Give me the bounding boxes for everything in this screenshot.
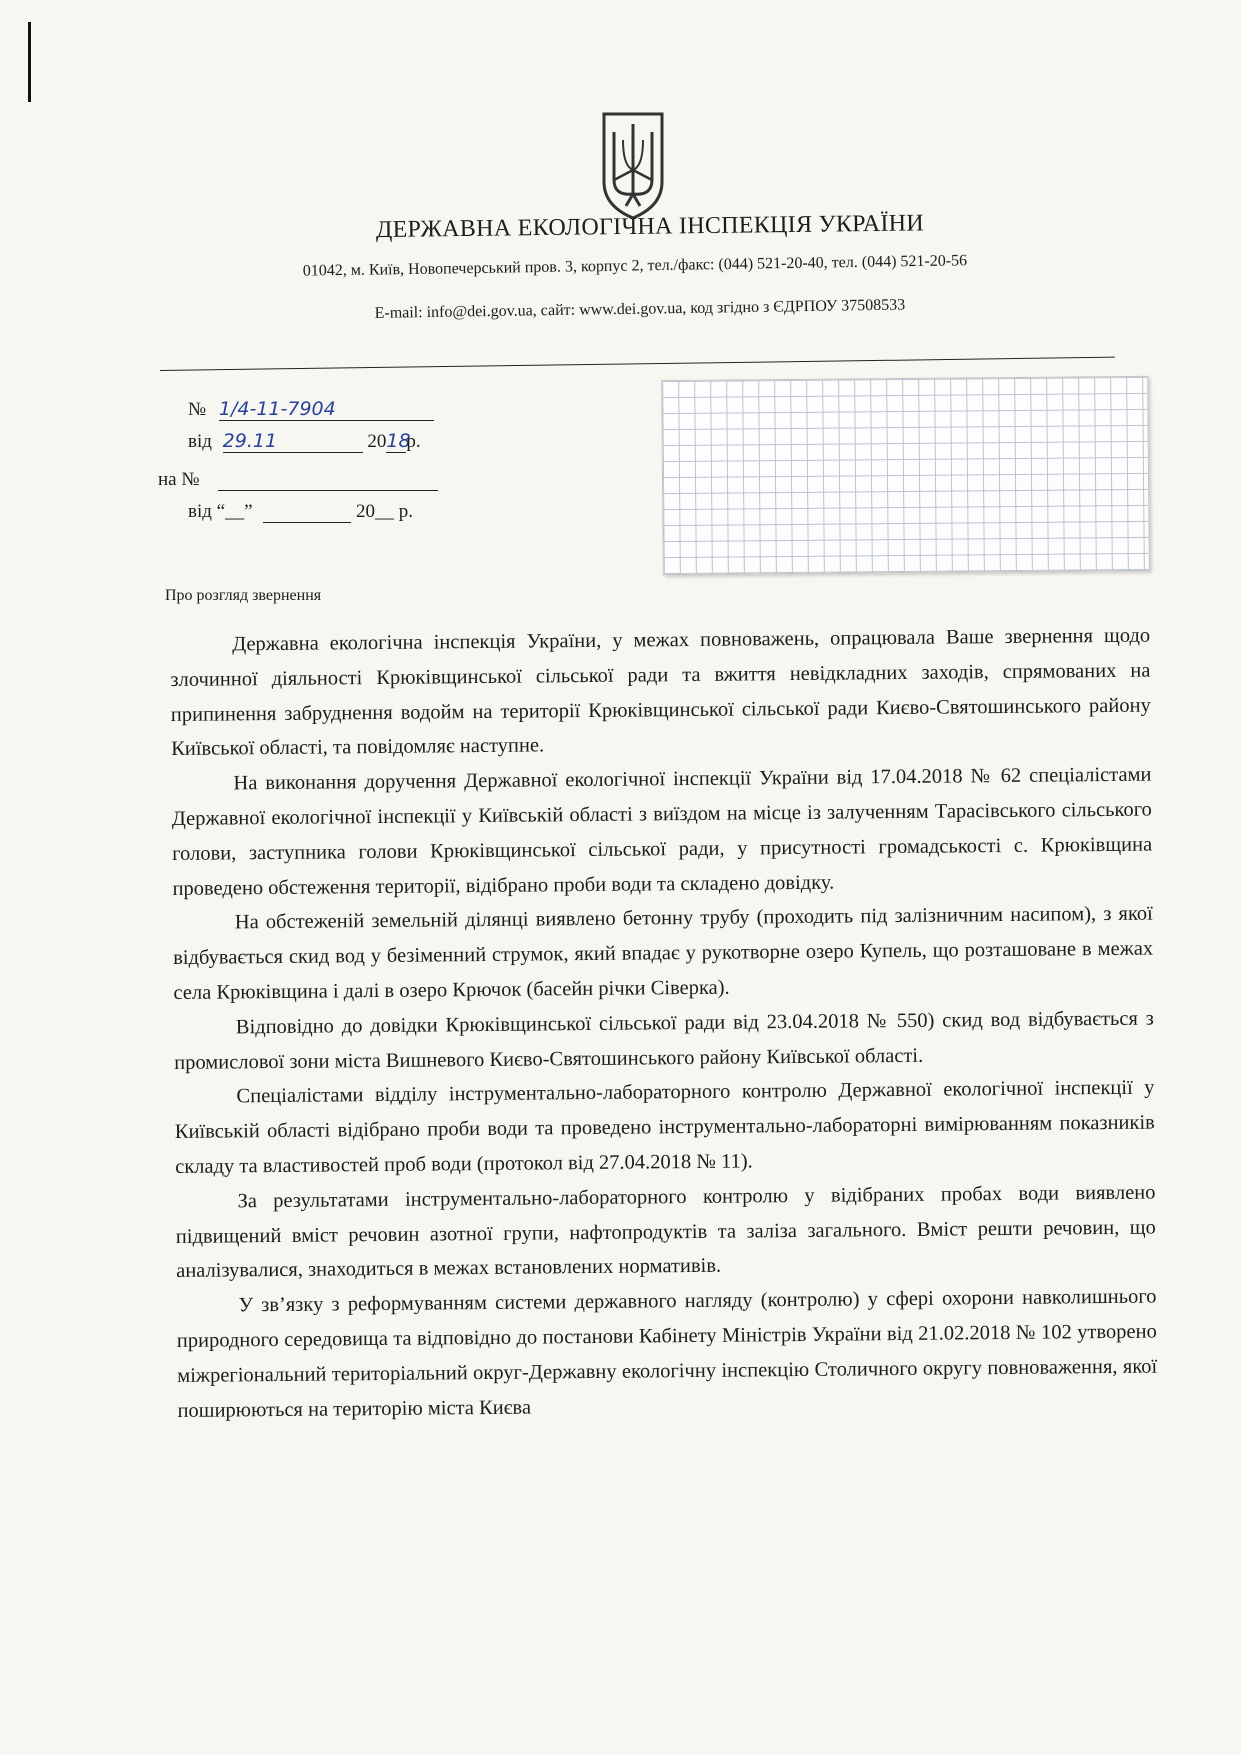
reply-number-row — [158, 468, 438, 491]
year-suffix: 18 — [386, 430, 411, 452]
body-paragraph: За результатами інструментально-лабораторного контролю у відібраних пробах води виявлено підвищений вміст речовин азотної групи, нафтопродуктів та заліза загального. Вміст решти речовин, що аналізувалися, знаходиться в межах встановлених нормативів. — [175, 1181, 1156, 1283]
body-paragraph: Відповідно до довідки Крюківщинської сільської ради від 23.04.2018 № 550) скид вод відбувається з промислової зони міста Вишневого Києво-Святошинського району Київської області. — [174, 1007, 1154, 1074]
outgoing-number-field — [219, 398, 434, 421]
body-paragraph: На обстеженій земельній ділянці виявлено бетонну трубу (проходить під залізничним насипом), з якої відбувається скид вод у безіменний струмок, який впадає у рукотворне озеро Купель, що розташоване в межах села Крюківщина і далі в озеро Крючок (басейн річки Сіверка). — [173, 902, 1154, 1004]
letter-body — [170, 619, 1158, 1429]
reply-date-row — [188, 500, 413, 523]
outgoing-date-value: 29.11 — [222, 430, 278, 452]
reply-number-label: на № — [158, 469, 200, 490]
year-unit: р. — [406, 431, 421, 452]
year-prefix: 20 — [367, 431, 387, 452]
body-paragraph: На виконання доручення Державної екологічної інспекції України від 17.04.2018 № 62 спеціалістами Державної екологічної інспекції у Київській області з виїздом на місце із залученням Тарасівського сільського голови, заступника голови Крюківщинської сільської ради, у присутності громадськості с. Крюківщина проведено обстеження території, відібрано проби води та складено довідку. — [171, 763, 1153, 900]
header-divider — [160, 357, 1115, 371]
letter-subject: Про розгляд звернення — [165, 587, 322, 604]
from-label: від — [188, 431, 212, 452]
outgoing-number-value: 1/4-11-7904 — [218, 398, 336, 420]
attached-grid-paper-note — [661, 376, 1150, 575]
body-paragraph: Державна екологічна інспекція України, у межах повноважень, опрацювала Ваше звернення щодо злочинної діяльності Крюківщинської сільської ради та вжиття невідкладних заходів, спрямованих на припинення забруднення водойм на території Крюківщинської сільської ради Києво-Святошинського району Київської області, та повідомляє наступне. — [170, 624, 1151, 761]
reply-number-field — [218, 468, 438, 491]
organization-address: 01042, м. Київ, Новопечерський пров. 3, корпус 2, тел./факс: (044) 521-20-40, тел. (044) 521-20-56 — [302, 252, 968, 280]
organization-name: ДЕРЖАВНА ЕКОЛОГІЧНА ІНСПЕКЦІЯ УКРАЇНИ — [375, 210, 925, 244]
body-paragraph: У зв’язку з реформуванням системи державного нагляду (контролю) у сфері охорони навколишнього природного середовища та відповідно до постанови Кабінету Міністрів України від 21.02.2018 № 102 утворено міжрегіональний територіальний округ-Державну екологічну інспекцію Столичного округу повноваження, якої поширюються на територію міста Києва — [176, 1285, 1158, 1422]
year-field — [386, 430, 411, 453]
reply-from-label: від “__” — [188, 501, 253, 522]
trident-coat-of-arms-icon — [598, 110, 668, 222]
outgoing-date-field — [223, 430, 363, 453]
body-paragraph: Спеціалістами відділу інструментально-лабораторного контролю Державної екологічної інспекції у Київській області відібрано проби води та проведено інструментально-лабораторні вимірюванням показників складу та властивостей проб води (протокол від 27.04.2018 № 11). — [174, 1076, 1155, 1178]
number-label: № — [188, 399, 207, 420]
binding-mark — [28, 22, 31, 102]
organization-contacts: E-mail: info@dei.gov.ua, сайт: www.dei.gov.ua, код згідно з ЄДРПОУ 37508533 — [374, 296, 906, 322]
outgoing-number-row — [188, 398, 434, 421]
reply-date-field — [263, 500, 351, 523]
outgoing-date-row — [188, 430, 421, 453]
reply-year: 20__ р. — [356, 501, 414, 522]
